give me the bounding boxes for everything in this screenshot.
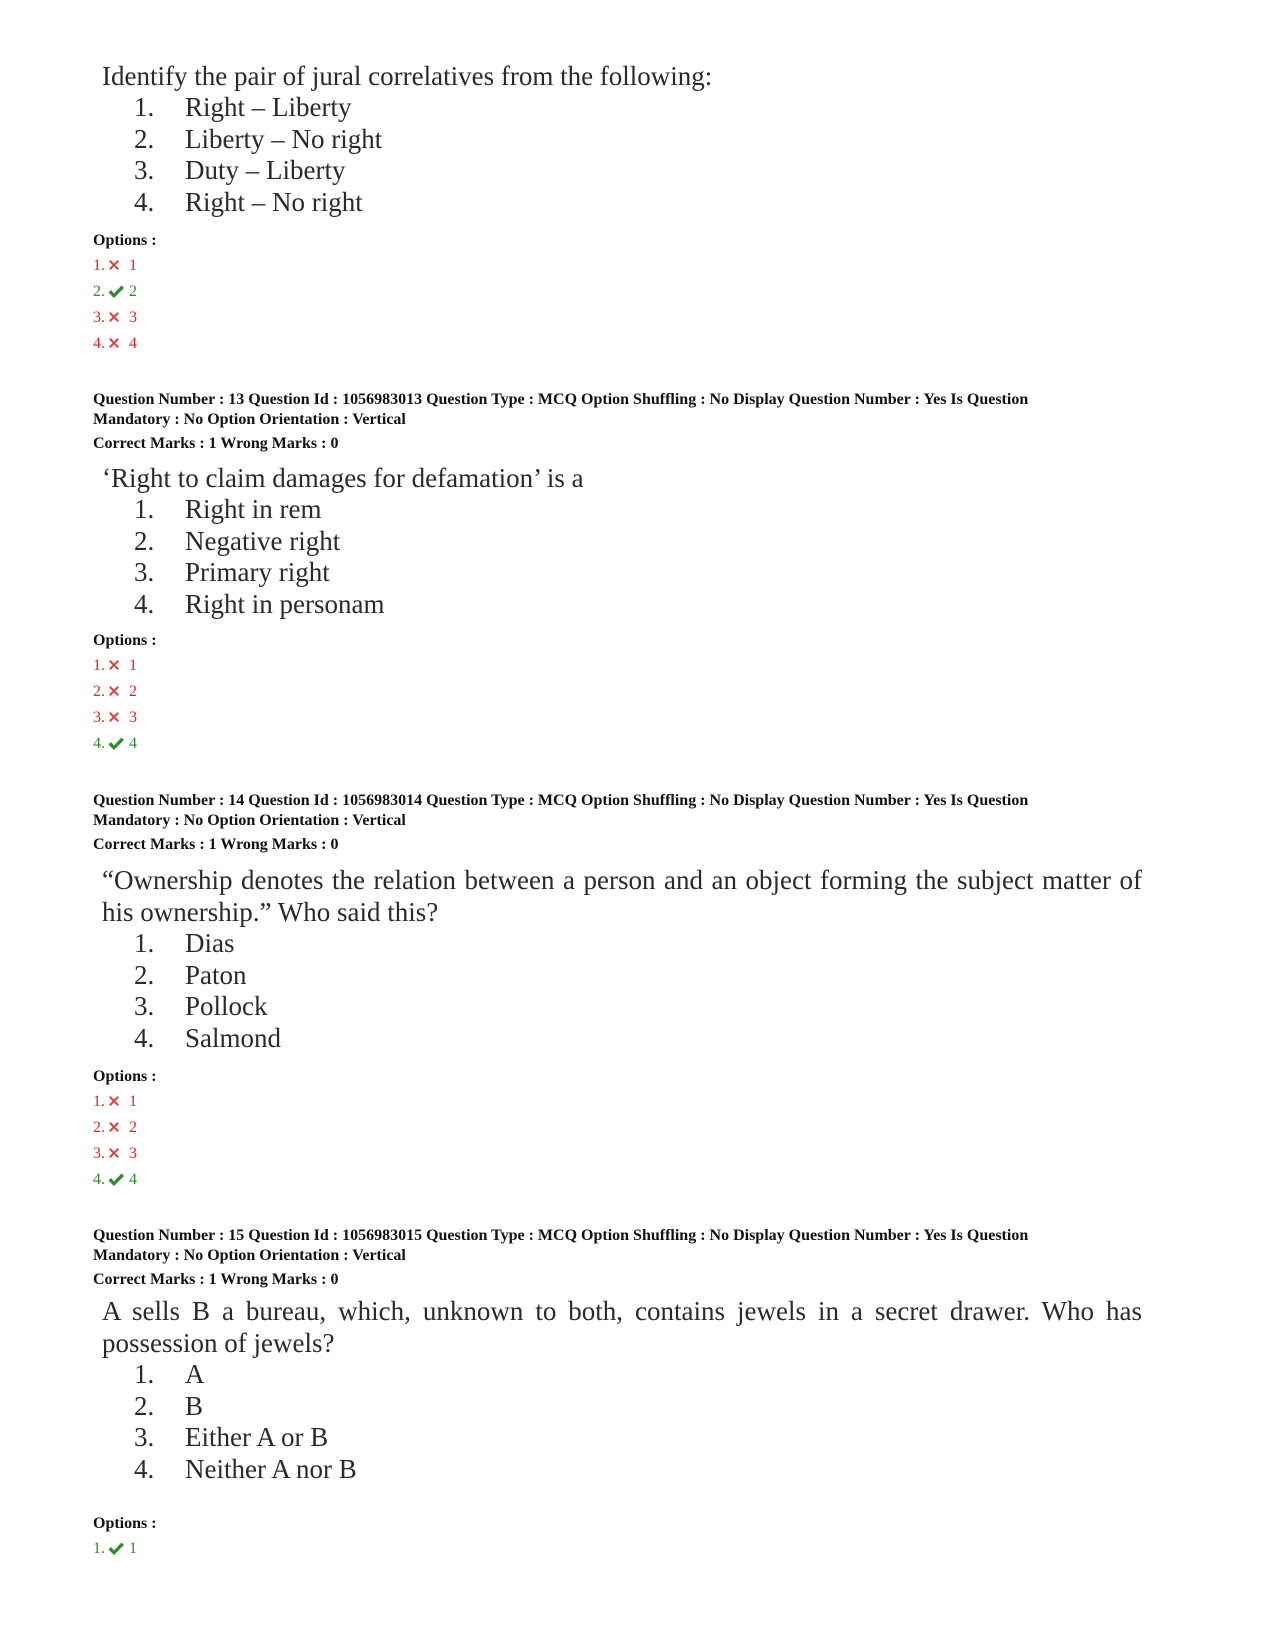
item-number: 4.: [134, 186, 155, 217]
option-value: 1: [129, 1540, 137, 1557]
option-number: 3.: [93, 709, 105, 726]
question-item: [134, 124, 382, 156]
question-item: [134, 187, 382, 219]
cross-icon: [107, 1120, 127, 1136]
cross-icon: [107, 710, 127, 726]
marks-line: Correct Marks : 1 Wrong Marks : 0: [93, 435, 339, 452]
option-value: 3: [129, 309, 137, 326]
item-number: 1.: [134, 1359, 155, 1389]
question-item: [134, 589, 384, 621]
item-text: Dias: [185, 928, 235, 958]
option-row: [93, 1089, 137, 1115]
option-number: 3.: [93, 309, 105, 326]
option-row: [93, 1115, 137, 1141]
item-number: 1.: [134, 928, 155, 958]
options-label: Options :: [93, 1515, 157, 1532]
question-text: ‘Right to claim damages for defamation’ is a: [102, 463, 584, 493]
option-value: 4: [129, 735, 137, 752]
option-row: [93, 279, 137, 305]
cross-icon: [107, 658, 127, 674]
item-text: Right – No right: [185, 186, 363, 217]
option-value: 3: [129, 709, 137, 726]
check-icon: [107, 736, 127, 752]
question-item: [134, 1391, 357, 1423]
option-value: 2: [129, 683, 137, 700]
option-number: 2.: [93, 683, 105, 700]
question-item: [134, 92, 382, 124]
cross-icon: [107, 1146, 127, 1162]
marks-line: Correct Marks : 1 Wrong Marks : 0: [93, 836, 339, 853]
option-number: 1.: [93, 1093, 105, 1110]
marks-line: Correct Marks : 1 Wrong Marks : 0: [93, 1271, 339, 1288]
check-icon: [107, 1541, 127, 1557]
item-text: Right in personam: [185, 588, 385, 619]
item-text: Salmond: [185, 1022, 282, 1053]
item-number: 3.: [134, 991, 155, 1021]
question-text: “Ownership denotes the relation between a person and an object forming the subject matter of his ownership.” Who said this?: [102, 865, 1142, 927]
item-text: Right – Liberty: [185, 92, 352, 122]
question-header-line: Mandatory : No Option Orientation : Vertical: [93, 812, 406, 829]
cross-icon: [107, 336, 127, 352]
question-item: [134, 155, 382, 187]
question-item: [134, 960, 281, 992]
option-row: [93, 1536, 137, 1562]
item-text: Pollock: [185, 991, 268, 1021]
options-label: Options :: [93, 232, 157, 249]
item-number: 2.: [134, 1390, 155, 1421]
question-item: [134, 1359, 357, 1391]
item-text: Duty – Liberty: [185, 155, 346, 185]
cross-icon: [107, 684, 127, 700]
question-text: A sells B a bureau, which, unknown to both, contains jewels in a secret drawer. Who has possession of jewels?: [102, 1296, 1142, 1358]
item-number: 2.: [134, 959, 155, 990]
option-row: [93, 679, 137, 705]
check-icon: [107, 1172, 127, 1188]
option-value: 1: [129, 657, 137, 674]
option-number: 4.: [93, 1171, 105, 1188]
question-items: [134, 928, 281, 1054]
question-meta: [93, 791, 1193, 855]
option-value: 1: [129, 1093, 137, 1110]
question-item: [134, 557, 384, 589]
option-value: 4: [129, 335, 137, 352]
option-number: 4.: [93, 335, 105, 352]
options-list: [93, 1536, 137, 1562]
item-number: 4.: [134, 1022, 155, 1053]
option-number: 1.: [93, 1540, 105, 1557]
option-value: 1: [129, 257, 137, 274]
question-item: [134, 526, 384, 558]
option-row: [93, 331, 137, 357]
question-items: [134, 1359, 357, 1485]
option-row: [93, 731, 137, 757]
question-item: [134, 928, 281, 960]
item-number: 3.: [134, 1422, 155, 1452]
option-row: [93, 1141, 137, 1167]
item-text: Paton: [185, 959, 247, 990]
cross-icon: [107, 310, 127, 326]
option-value: 2: [129, 1119, 137, 1136]
options-list: [93, 1089, 137, 1193]
option-number: 1.: [93, 657, 105, 674]
option-number: 2.: [93, 283, 105, 300]
option-number: 2.: [93, 1119, 105, 1136]
option-number: 1.: [93, 257, 105, 274]
cross-icon: [107, 258, 127, 274]
question-meta: [93, 390, 1193, 454]
options-label: Options :: [93, 632, 157, 649]
item-text: Primary right: [185, 557, 330, 587]
question-item: [134, 1023, 281, 1055]
item-text: Neither A nor B: [185, 1453, 357, 1484]
option-value: 3: [129, 1145, 137, 1162]
question-item: [134, 991, 281, 1023]
question-item: [134, 1454, 357, 1486]
option-row: [93, 253, 137, 279]
option-value: 4: [129, 1171, 137, 1188]
item-number: 1.: [134, 92, 155, 122]
item-text: A: [185, 1359, 205, 1389]
cross-icon: [107, 1094, 127, 1110]
question-meta: [93, 1226, 1193, 1290]
item-text: Right in rem: [185, 494, 322, 524]
item-number: 3.: [134, 557, 155, 587]
item-text: Either A or B: [185, 1422, 329, 1452]
options-label: Options :: [93, 1068, 157, 1085]
options-list: [93, 653, 137, 757]
item-number: 4.: [134, 588, 155, 619]
question-header-line: Mandatory : No Option Orientation : Vertical: [93, 411, 406, 428]
option-number: 3.: [93, 1145, 105, 1162]
item-number: 2.: [134, 525, 155, 556]
item-text: Negative right: [185, 525, 341, 556]
option-row: [93, 305, 137, 331]
question-item: [134, 494, 384, 526]
item-text: Liberty – No right: [185, 123, 383, 154]
question-items: [134, 494, 384, 620]
option-row: [93, 705, 137, 731]
question-header-line: Question Number : 13 Question Id : 1056983013 Question Type : MCQ Option Shuffling : No Display Question Number : Yes Is Question: [93, 391, 1029, 408]
item-number: 1.: [134, 494, 155, 524]
question-text: Identify the pair of jural correlatives from the following:: [102, 61, 713, 91]
item-number: 4.: [134, 1453, 155, 1484]
question-header-line: Question Number : 15 Question Id : 1056983015 Question Type : MCQ Option Shuffling : No Display Question Number : Yes Is Question: [93, 1227, 1029, 1244]
question-item: [134, 1422, 357, 1454]
option-value: 2: [129, 283, 137, 300]
check-icon: [107, 284, 127, 300]
option-row: [93, 1167, 137, 1193]
item-number: 2.: [134, 123, 155, 154]
option-number: 4.: [93, 735, 105, 752]
options-list: [93, 253, 137, 357]
question-header-line: Question Number : 14 Question Id : 1056983014 Question Type : MCQ Option Shuffling : No Display Question Number : Yes Is Question: [93, 792, 1029, 809]
option-row: [93, 653, 137, 679]
item-number: 3.: [134, 155, 155, 185]
item-text: B: [185, 1390, 204, 1421]
question-header-line: Mandatory : No Option Orientation : Vertical: [93, 1247, 406, 1264]
question-items: [134, 92, 382, 218]
